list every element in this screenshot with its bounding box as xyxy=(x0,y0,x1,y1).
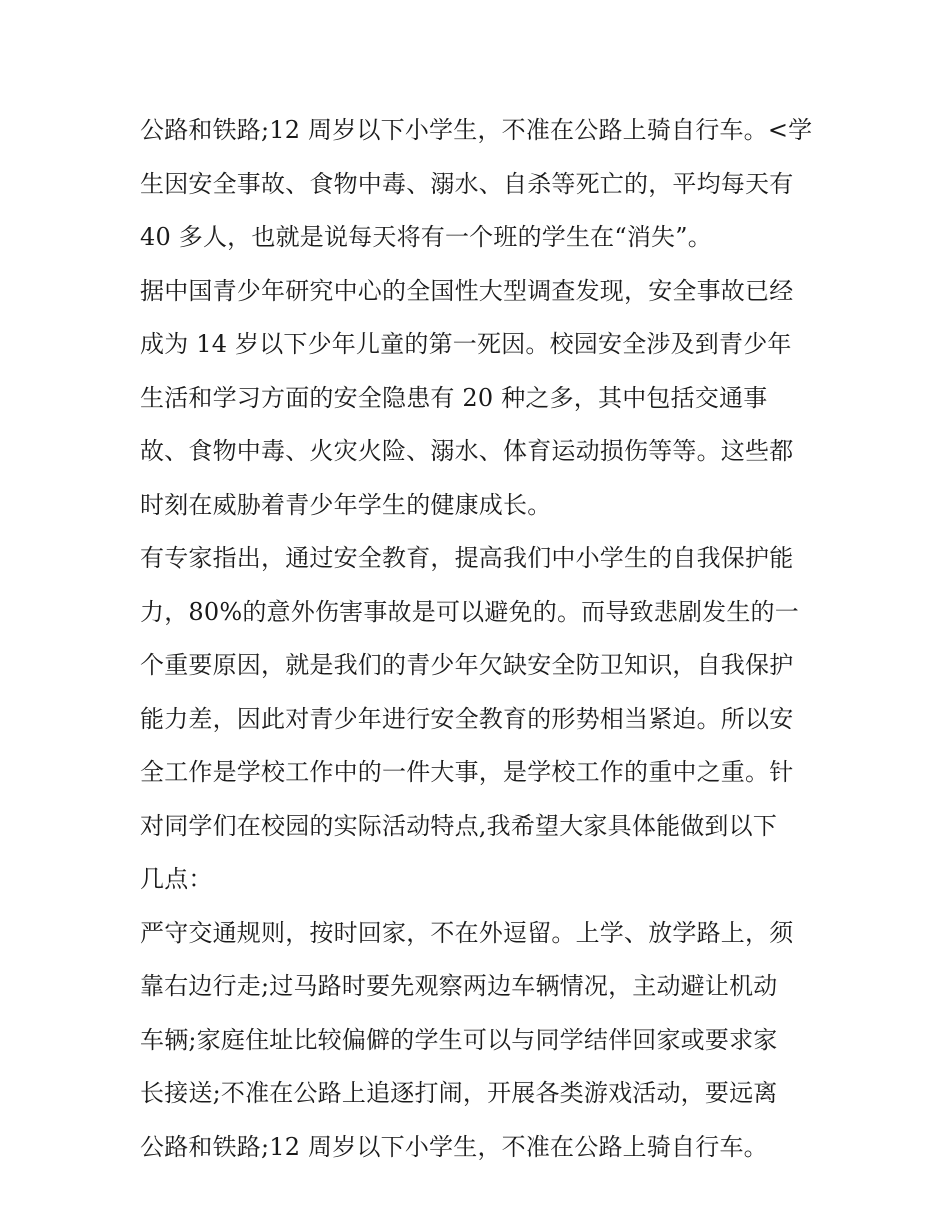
text-line: 有专家指出，通过安全教育，提高我们中小学生的自我保护能 xyxy=(140,544,794,572)
text-line: 故、食物中毒、火灾火险、溺水、体育运动损伤等等。这些都 xyxy=(140,437,794,465)
text-line: 时刻在威胁着青少年学生的健康成长。 xyxy=(140,490,552,519)
text-line: 生活和学习方面的安全隐患有 20 种之多，其中包括交通事 xyxy=(140,383,768,412)
text-line: 能力差，因此对青少年进行安全教育的形势相当紧迫。所以安 xyxy=(140,704,794,733)
text-line: 个重要原因，就是我们的青少年欠缺安全防卫知识，自我保护 xyxy=(140,651,794,679)
text-line: 力，80%的意外伤害事故是可以避免的。而导致悲剧发生的一 xyxy=(140,597,799,626)
text-line: 全工作是学校工作中的一件大事，是学校工作的重中之重。针 xyxy=(140,758,794,786)
text-line: 严守交通规则，按时回家，不在外逗留。上学、放学路上，须 xyxy=(140,918,794,947)
text-line: 生因安全事故、食物中毒、溺水、自杀等死亡的，平均每天有 xyxy=(140,169,794,198)
text-line: 靠右边行走;过马路时要先观察两边车辆情况，主动避让机动 xyxy=(140,972,778,1000)
text-line: 几点： xyxy=(140,865,213,893)
text-line: 公路和铁路;12 周岁以下小学生，不准在公路上骑自行车。 xyxy=(140,1132,768,1161)
text-line: 40 多人，也就是说每天将有一个班的学生在“消失”。 xyxy=(140,223,712,251)
text-line: 据中国青少年研究中心的全国性大型调查发现，安全事故已经 xyxy=(140,276,794,305)
text-line: 公路和铁路;12 周岁以下小学生，不准在公路上骑自行车。<学 xyxy=(140,116,813,144)
text-line: 对同学们在校园的实际活动特点,我希望大家具体能做到以下 xyxy=(140,811,778,840)
text-line: 车辆;家庭住址比较偏僻的学生可以与同学结伴回家或要求家 xyxy=(140,1025,778,1054)
text-line: 成为 14 岁以下少年儿童的第一死因。校园安全涉及到青少年 xyxy=(140,330,792,358)
document-body xyxy=(140,104,820,1174)
text-line: 长接送;不准在公路上追逐打闹，开展各类游戏活动，要远离 xyxy=(140,1079,778,1107)
